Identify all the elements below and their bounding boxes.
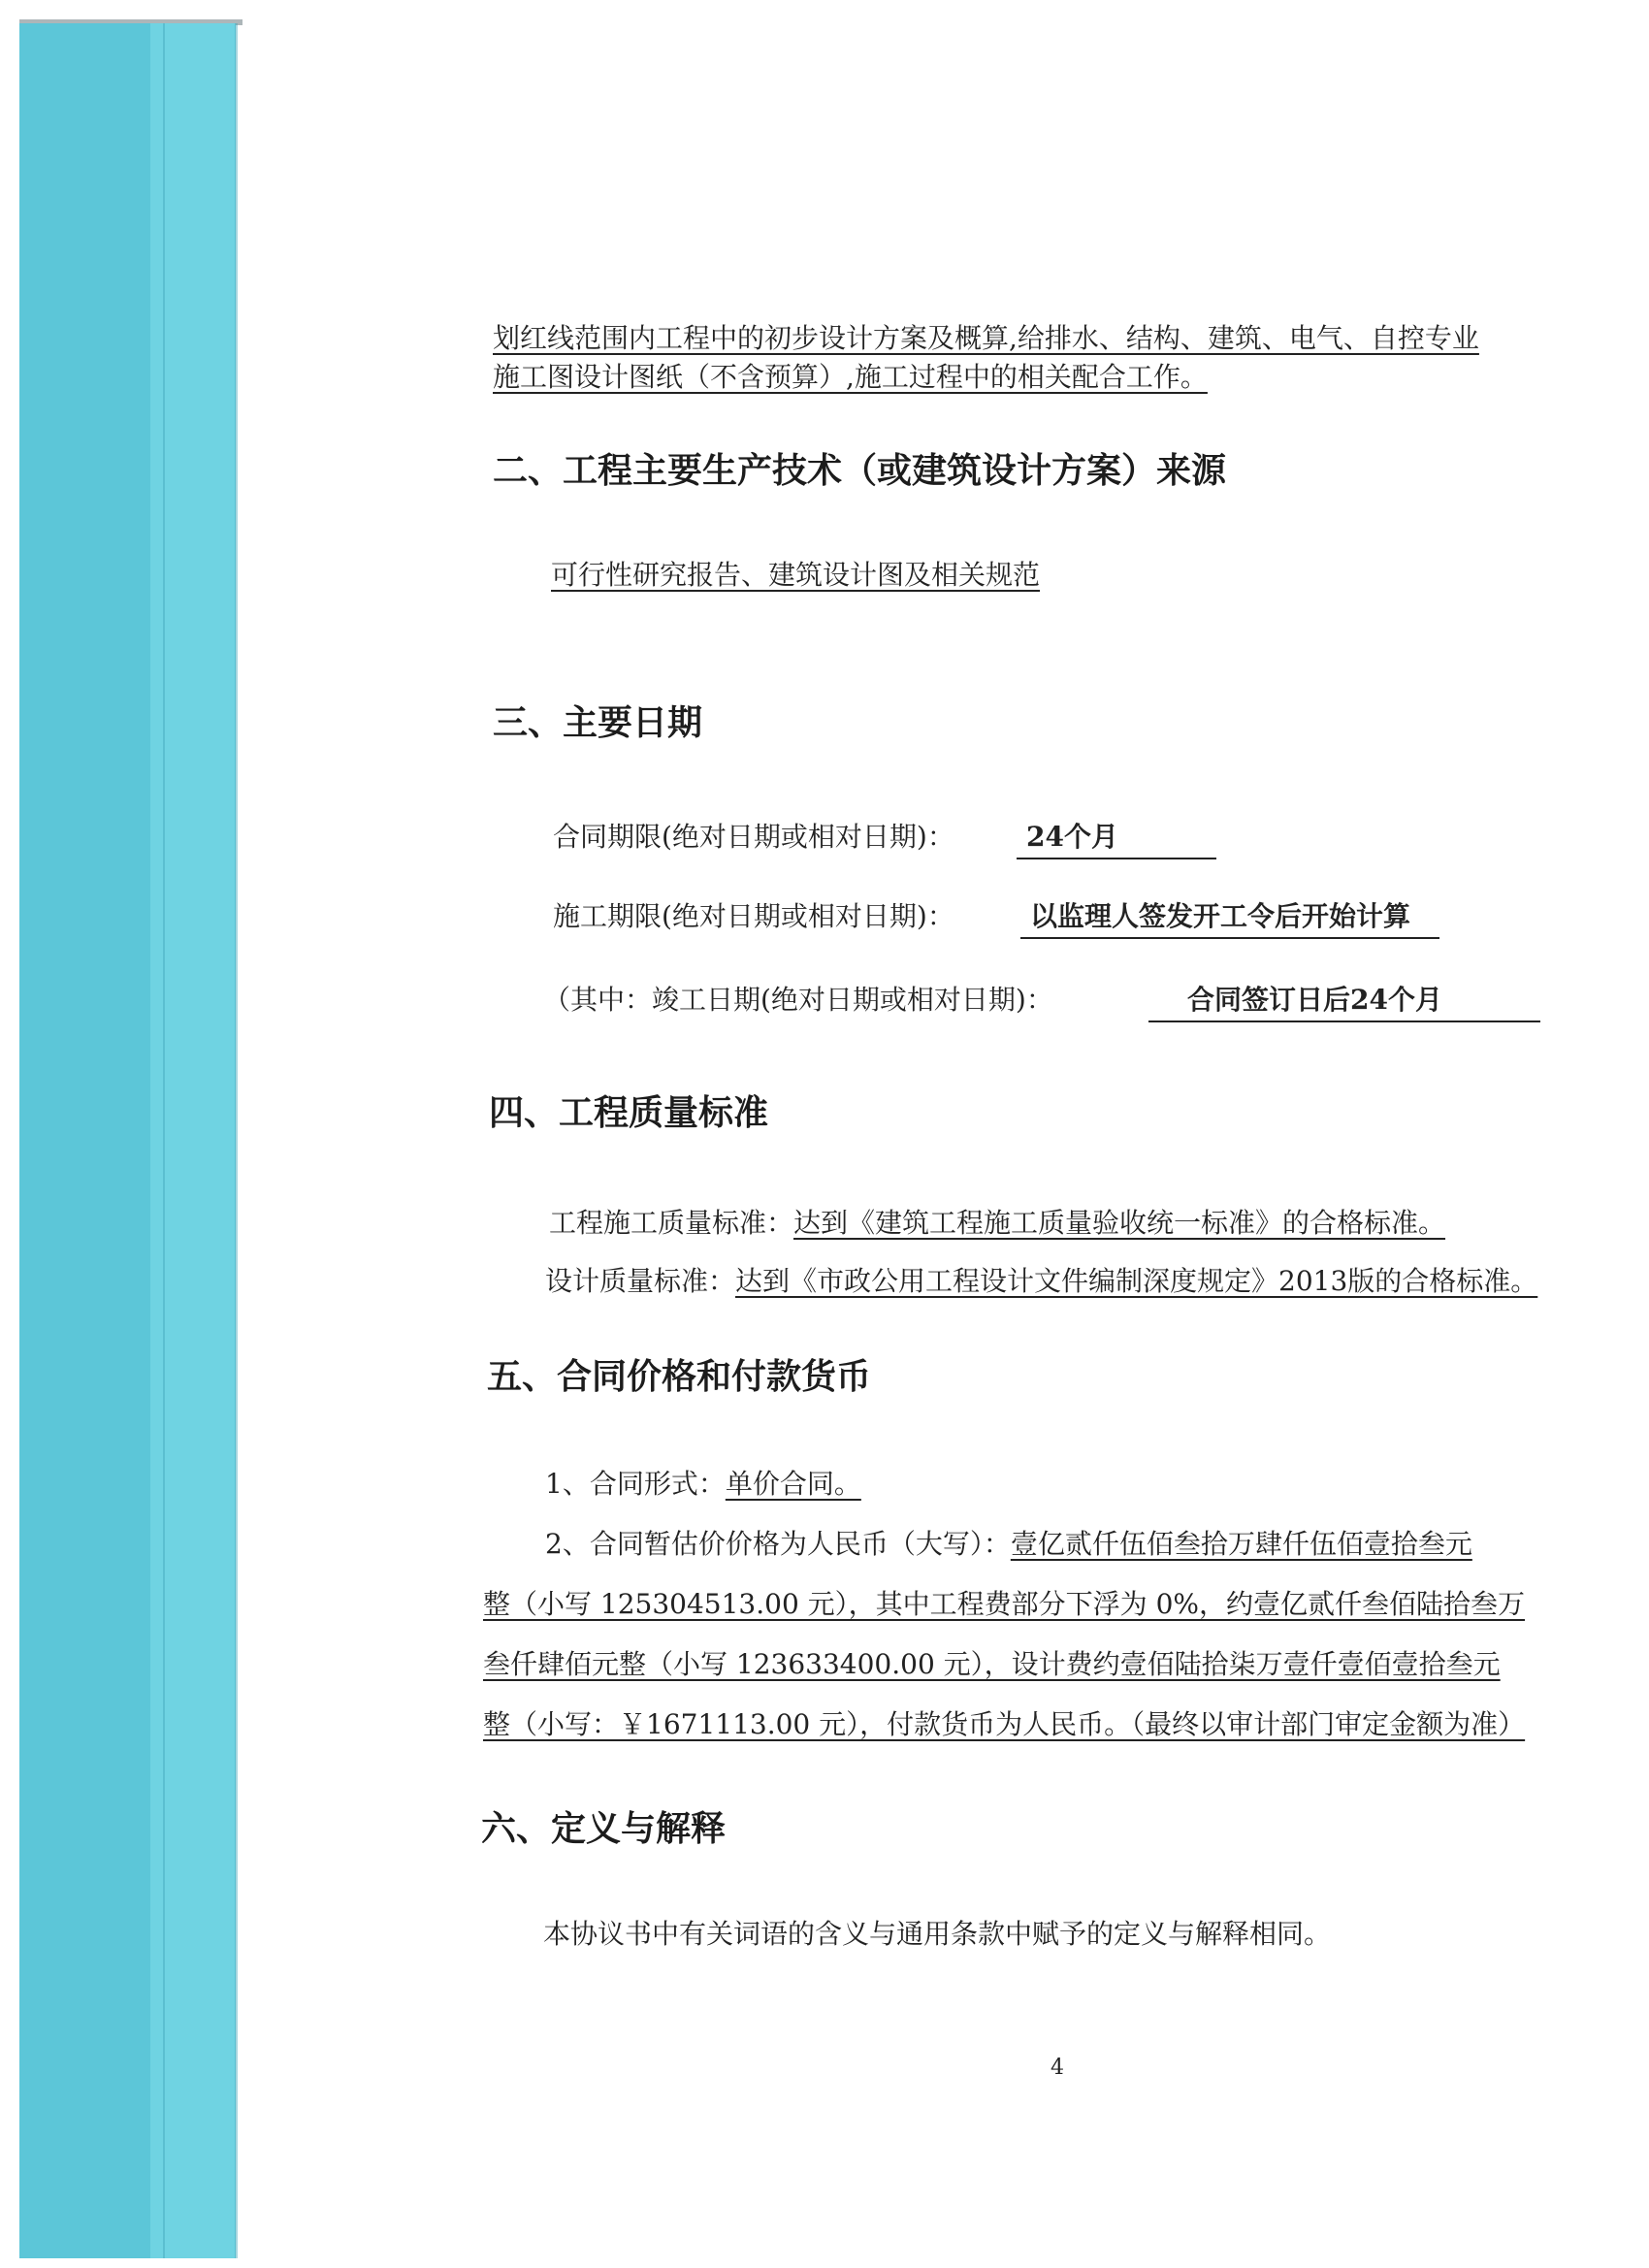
contract-price-line-3: 叁仟肆佰元整（小写 123633400.00 元），设计费约壹佰陆拾柒万壹仟壹佰壹拾叁元 — [483, 1648, 1501, 1680]
contract-price-line-1 — [545, 1529, 1472, 1560]
construction-period-value: 以监理人签发开工令后开始计算 — [1020, 902, 1439, 939]
construction-quality-line — [549, 1208, 1445, 1239]
scope-line-1: 划红线范围内工程中的初步设计方案及概算,给排水、结构、建筑、电气、自控专业 — [493, 322, 1479, 354]
contract-period-value: 24个月 — [1017, 823, 1216, 859]
contract-period-label: 合同期限(绝对日期或相对日期)： — [553, 821, 954, 853]
construction-quality-value: 达到《建筑工程施工质量验收统一标准》的合格标准。 — [793, 1207, 1446, 1239]
binding-strip-edge — [235, 23, 238, 2258]
contract-price-value-1: 壹亿贰仟伍佰叁拾万肆仟伍佰壹拾叁元 — [1010, 1528, 1472, 1560]
section-2-heading: 二、工程主要生产技术（或建筑设计方案）来源 — [493, 451, 1227, 491]
design-quality-line — [545, 1266, 1537, 1297]
contract-price-line-4: 整（小写：￥1671113.00 元），付款货币为人民币。（最终以审计部门审定金额为准） — [483, 1708, 1526, 1740]
scope-line-2: 施工图设计图纸（不含预算）,施工过程中的相关配合工作。 — [493, 361, 1208, 393]
contract-form-label: 1、合同形式： — [545, 1468, 726, 1500]
contract-form-line — [545, 1469, 861, 1500]
completion-date-value: 合同签订日后24个月 — [1148, 986, 1540, 1022]
design-quality-label: 设计质量标准： — [545, 1265, 736, 1297]
contract-form-value: 单价合同。 — [725, 1468, 861, 1500]
section-6-content: 本协议书中有关词语的含义与通用条款中赋予的定义与解释相同。 — [543, 1918, 1332, 1950]
section-3-heading: 三、主要日期 — [493, 703, 703, 743]
section-2-content: 可行性研究报告、建筑设计图及相关规范 — [551, 559, 1041, 591]
page-number: 4 — [1051, 2056, 1064, 2080]
construction-quality-label: 工程施工质量标准： — [549, 1207, 794, 1239]
contract-price-label: 2、合同暂估价价格为人民币（大写）： — [545, 1528, 1011, 1560]
binding-strip-fold — [163, 23, 165, 2258]
section-4-heading: 四、工程质量标准 — [489, 1093, 769, 1133]
design-quality-value: 达到《市政公用工程设计文件编制深度规定》2013版的合格标准。 — [735, 1265, 1538, 1297]
section-6-heading: 六、定义与解释 — [481, 1809, 727, 1849]
construction-period-label: 施工期限(绝对日期或相对日期)： — [553, 900, 954, 932]
section-5-heading: 五、合同价格和付款货币 — [487, 1357, 872, 1397]
completion-date-label: （其中：竣工日期(绝对日期或相对日期)： — [543, 984, 1053, 1016]
contract-price-line-2: 整（小写 125304513.00 元），其中工程费部分下浮为 0%，约壹亿贰仟叁佰陆拾叁万 — [483, 1588, 1525, 1620]
